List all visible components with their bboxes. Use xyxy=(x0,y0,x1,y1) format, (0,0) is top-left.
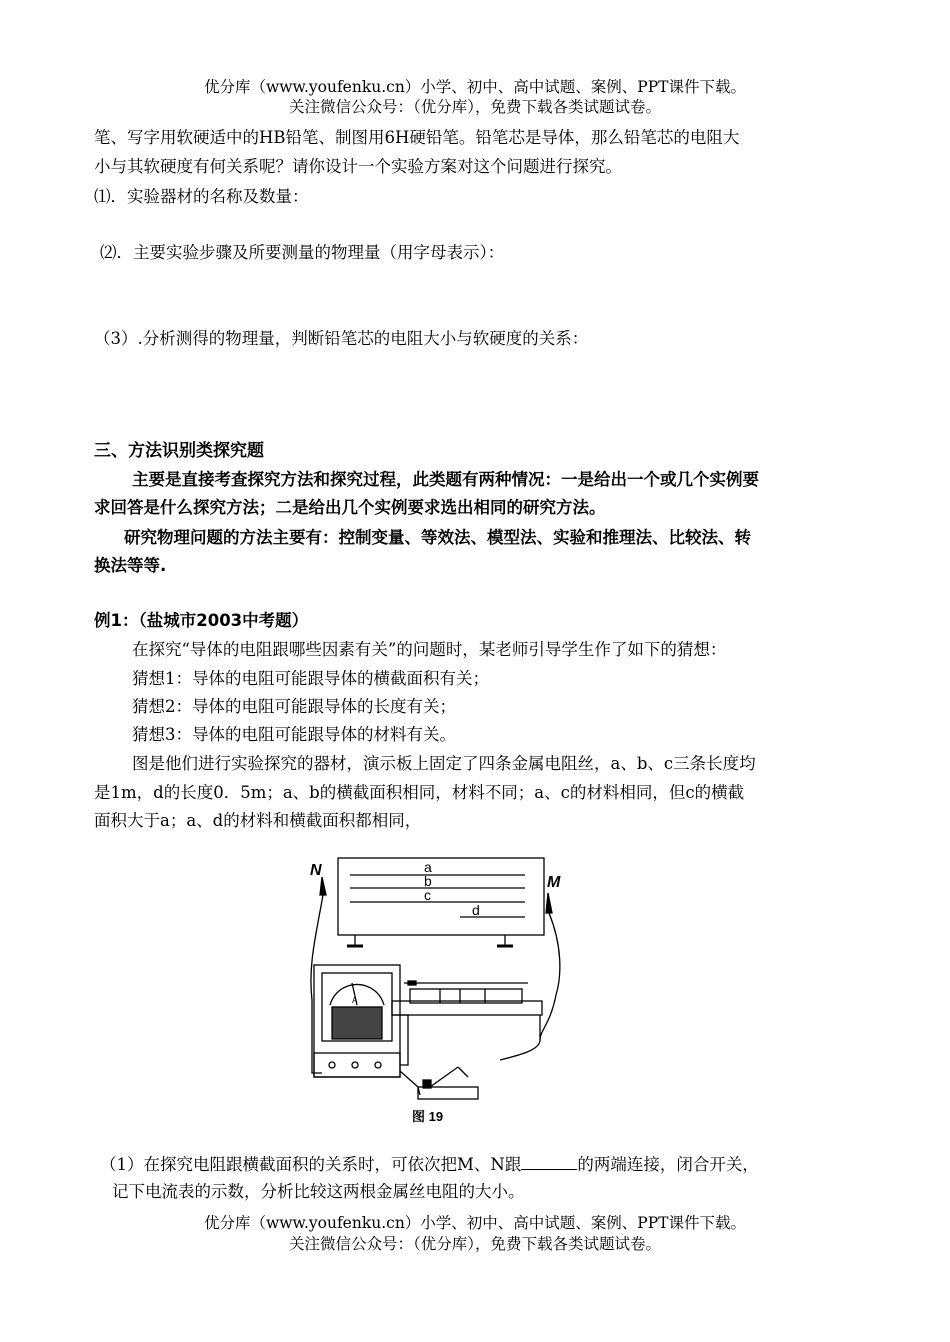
header-line-1: 优分库（www.youfenku.cn）小学、初中、高中试题、案例、PPT课件下载。 xyxy=(203,78,747,96)
ammeter-scale-shade xyxy=(332,1007,382,1039)
intro-line-2: 小与其软硬度有何关系呢？请你设计一个实验方案对这个问题进行探究。 xyxy=(94,157,622,176)
example-desc-line1: 图是他们进行实验探究的器材，演示板上固定了四条金属电阻丝，a、b、c三条长度均 xyxy=(132,754,756,773)
example-lead: 在探究“导体的电阻跟哪些因素有关”的问题时，某老师引导学生作了如下的猜想： xyxy=(132,640,727,659)
clip-m xyxy=(546,893,552,913)
footer-line-1: 优分库（www.youfenku.cn）小学、初中、高中试题、案例、PPT课件下载。 xyxy=(203,1214,747,1232)
question-equipment: ⑴．实验器材的名称及数量： xyxy=(94,187,309,206)
guess-2: 猜想2：导体的电阻可能跟导体的长度有关； xyxy=(132,697,456,716)
lead-m xyxy=(540,913,560,1040)
label-wire-a: a xyxy=(424,859,432,875)
question-1-line2: 记下电流表的示数，分析比较这两根金属丝电阻的大小。 xyxy=(112,1182,525,1201)
header-line-2: 关注微信公众号：（优分库），免费下载各类试题试卷。 xyxy=(288,98,661,116)
footer-line-2: 关注微信公众号：（优分库），免费下载各类试题试卷。 xyxy=(288,1235,661,1253)
question-analysis: （3）.分析测得的物理量，判断铅笔芯的电阻大小与软硬度的关系： xyxy=(94,329,589,348)
label-wire-b: b xyxy=(424,873,432,889)
wire-rheostat-switch xyxy=(500,1015,540,1060)
switch-base xyxy=(418,1087,478,1099)
ammeter-label: A xyxy=(352,996,358,1005)
question-1-text-before: （1）在探究电阻跟横截面积的关系时，可依次把M、N跟 xyxy=(100,1155,522,1174)
answer-blank[interactable] xyxy=(521,1153,577,1170)
question-1-text-after: 的两端连接，闭合开关， xyxy=(577,1155,759,1174)
figure-caption: 图 19 xyxy=(412,1109,444,1124)
example-desc-line2: 是1m，d的长度0．5m；a、b的横截面积相同，材料不同；a、c的材料相同，但c的横截 xyxy=(94,783,745,802)
lead-n xyxy=(311,895,323,1073)
question-1-line1 xyxy=(100,1153,759,1175)
section-para2-line1: 研究物理问题的方法主要有：控制变量、等效法、模型法、实验和推理法、比较法、转 xyxy=(124,528,751,547)
label-m: M xyxy=(547,874,561,891)
section-title: 三、方法识别类探究题 xyxy=(94,441,264,461)
section-para2-line2: 换法等等. xyxy=(94,556,167,575)
example-title: 例1：（盐城市2003中考题） xyxy=(94,611,309,630)
example-desc-line3: 面积大于a；a、d的材料和横截面积都相同， xyxy=(94,811,422,830)
section-para1-line2: 求回答是什么探究方法；二是给出几个实例要求选出相同的研究方法。 xyxy=(94,498,606,517)
section-para1-line1: 主要是直接考查探究方法和探究过程，此类题有两种情况：一是给出一个或几个实例要 xyxy=(132,470,759,489)
experiment-apparatus-figure xyxy=(300,855,580,1130)
clip-n xyxy=(320,877,326,895)
demo-board xyxy=(338,858,544,935)
label-wire-c: c xyxy=(424,887,431,903)
label-wire-d: d xyxy=(472,902,480,918)
guess-1: 猜想1：导体的电阻可能跟导体的横截面积有关； xyxy=(132,669,489,688)
wire-meter-switch xyxy=(400,1071,420,1095)
guess-3: 猜想3：导体的电阻可能跟导体的材料有关。 xyxy=(132,725,456,744)
intro-line-1: 笔、写字用软硬适中的HB铅笔、制图用6H硬铅笔。铅笔芯是导体，那么铅笔芯的电阻大 xyxy=(94,128,740,147)
question-steps: ⑵．主要实验步骤及所要测量的物理量（用字母表示）： xyxy=(100,243,505,262)
label-n: N xyxy=(310,862,322,879)
